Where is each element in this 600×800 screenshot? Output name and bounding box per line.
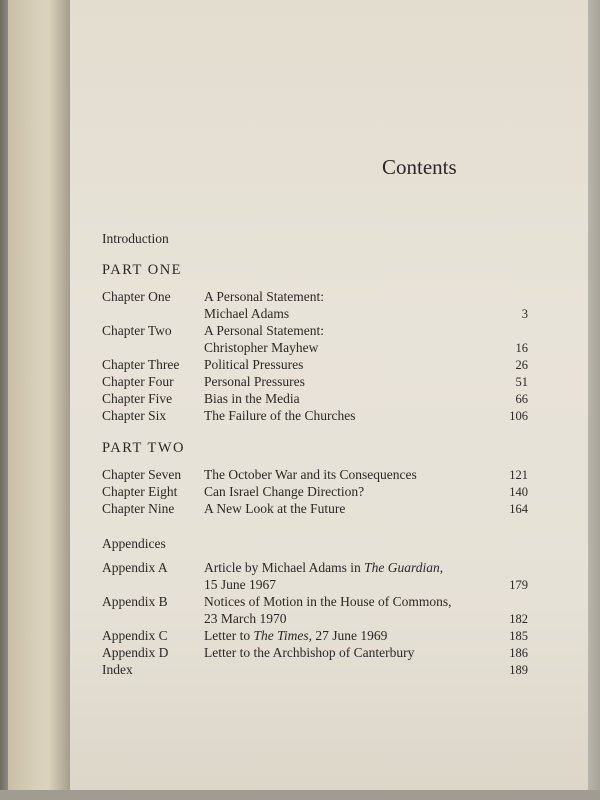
chapter-one-title-line2: Michael Adams (204, 306, 290, 321)
appendix-c-page: 185 (509, 629, 528, 643)
chapter-eight-label: Chapter Eight (102, 484, 178, 499)
chapter-four-label: Chapter Four (102, 374, 174, 389)
spine-shadow (48, 0, 70, 800)
appendix-a-page: 179 (509, 578, 528, 592)
appendices-heading: Appendices (102, 536, 166, 551)
chapter-one-page: 3 (521, 307, 528, 321)
chapter-four-title: Personal Pressures (204, 374, 305, 389)
appendix-d-label: Appendix D (102, 645, 169, 660)
appendix-b-title-line2: 23 March 1970 (204, 611, 287, 626)
page-title: Contents (382, 155, 457, 179)
chapter-two-title-line2: Christopher Mayhew (204, 340, 319, 355)
introduction-entry: Introduction (102, 231, 169, 246)
chapter-five-label: Chapter Five (102, 391, 173, 406)
chapter-nine-label: Chapter Nine (102, 501, 175, 516)
chapter-one-title-line1: A Personal Statement: (204, 289, 324, 304)
appendix-b-label: Appendix B (102, 594, 168, 609)
chapter-seven-page: 121 (509, 468, 528, 482)
appendix-a-title-line2: 15 June 1967 (204, 577, 276, 592)
chapter-six-title: The Failure of the Churches (204, 408, 356, 423)
chapter-three-title: Political Pressures (204, 357, 304, 372)
chapter-two-page: 16 (515, 341, 528, 355)
appendix-a-title-line1: Article by Michael Adams in The Guardian, (204, 560, 444, 575)
appendix-c-title: Letter to The Times, 27 June 1969 (204, 628, 388, 643)
chapter-two-label: Chapter Two (102, 323, 172, 338)
chapter-three-page: 26 (515, 358, 528, 372)
chapter-six-label: Chapter Six (102, 408, 167, 423)
chapter-nine-page: 164 (509, 502, 528, 516)
background-right (588, 0, 600, 800)
chapter-four-page: 51 (515, 375, 528, 389)
chapter-six-page: 106 (509, 409, 528, 423)
chapter-seven-title: The October War and its Consequences (204, 467, 417, 482)
index-page: 189 (509, 663, 528, 677)
chapter-nine-title: A New Look at the Future (204, 501, 346, 516)
appendix-d-title: Letter to the Archbishop of Canterbury (204, 645, 415, 660)
appendix-b-page: 182 (509, 612, 528, 626)
part-one-heading: PART ONE (102, 262, 183, 278)
chapter-one-label: Chapter One (102, 289, 171, 304)
chapter-eight-title: Can Israel Change Direction? (204, 484, 365, 499)
background-bottom (0, 790, 600, 800)
part-two-heading: PART TWO (102, 440, 185, 456)
chapter-two-title-line1: A Personal Statement: (204, 323, 324, 338)
chapter-five-title: Bias in the Media (204, 391, 300, 406)
appendix-a-label: Appendix A (102, 560, 168, 575)
chapter-seven-label: Chapter Seven (102, 467, 182, 482)
background-left (0, 0, 8, 800)
chapter-five-page: 66 (515, 392, 528, 406)
chapter-eight-page: 140 (509, 485, 528, 499)
index-label: Index (102, 662, 133, 677)
appendix-b-title-line1: Notices of Motion in the House of Commons, (204, 594, 452, 609)
chapter-three-label: Chapter Three (102, 357, 180, 372)
appendix-c-label: Appendix C (102, 628, 168, 643)
appendix-d-page: 186 (509, 646, 528, 660)
